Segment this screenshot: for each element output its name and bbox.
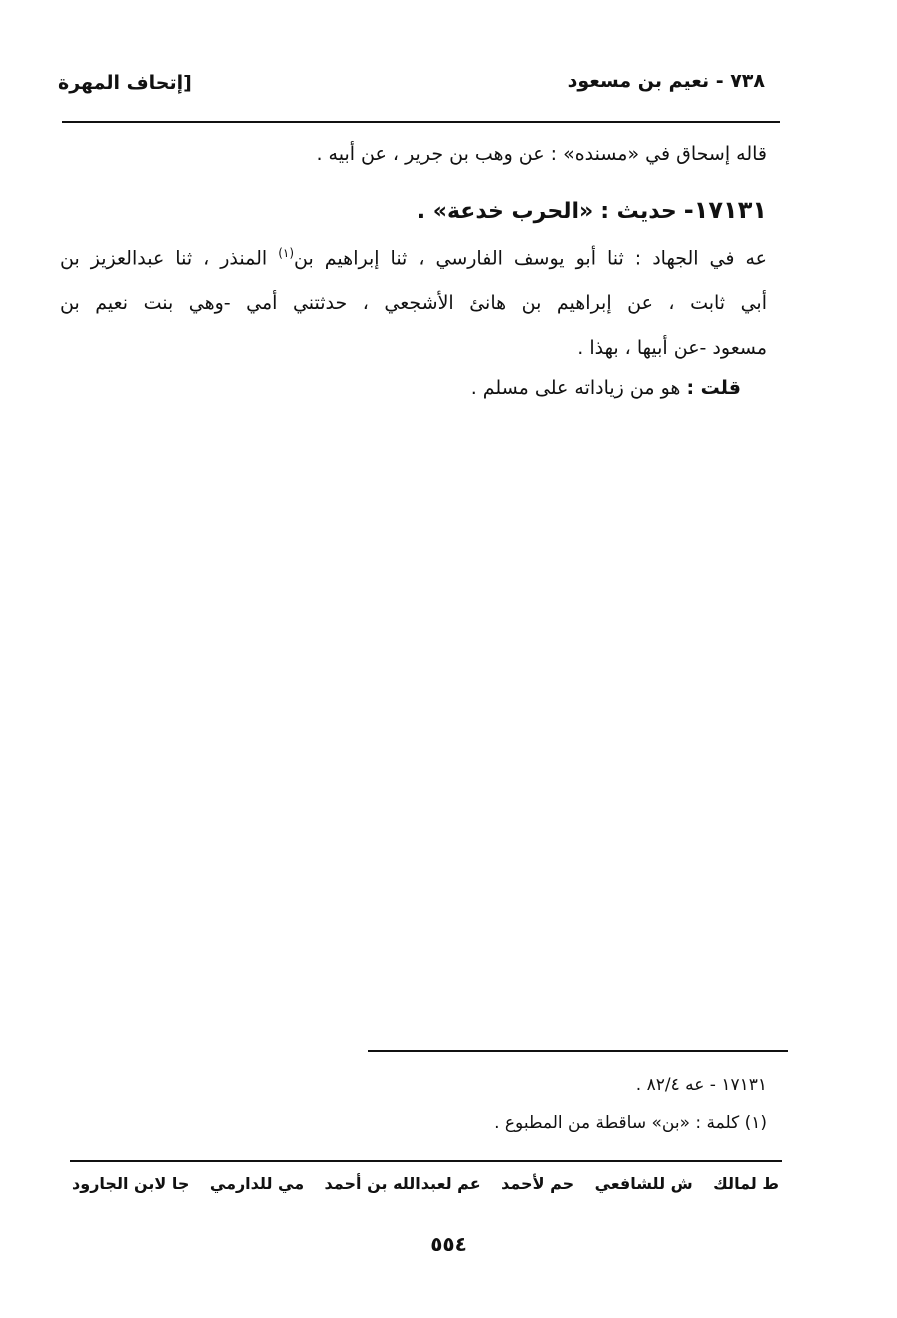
footnote-1: (١) كلمة : «بن» ساقطة من المطبوع . (494, 1113, 767, 1133)
chapter-heading: ٧٣٨ - نعيم بن مسعود (567, 70, 765, 92)
legend-divider (70, 1160, 782, 1162)
footnote-marker: (١) (278, 246, 295, 260)
footnote-reference: ١٧١٣١ - عه ٨٢/٤ . (635, 1075, 767, 1095)
text-line-3-post: المنذر ، ثنا عبدالعزيز بن (60, 247, 279, 270)
header-divider (62, 121, 780, 123)
hadith-heading (60, 196, 767, 224)
legend-item-darimi: مي للدارمي (209, 1174, 305, 1193)
legend-item-malik: ط لمالك (713, 1174, 779, 1193)
hadith-label: حديث : (600, 199, 677, 224)
note-text: هو من زياداته على مسلم . (470, 377, 681, 399)
legend-item-ahmad: حم لأحمد (501, 1174, 575, 1193)
text-line-3-pre: عه في الجهاد : ثنا أبو يوسف الفارسي ، ثنا إبراهيم بن (294, 247, 768, 270)
hadith-text: «الحرب خدعة» . (416, 199, 594, 224)
footnote-divider (368, 1050, 788, 1052)
text-line-3 (60, 246, 767, 269)
note-label: قلت : (686, 377, 741, 399)
hadith-number: ١٧١٣١- (683, 196, 767, 224)
abbreviation-legend (72, 1174, 779, 1193)
book-title-heading: [إتحاف المهرة (58, 72, 192, 94)
legend-item-ibn-jarud: جا لابن الجارود (72, 1174, 190, 1193)
legend-item-shafii: ش للشافعي (594, 1174, 693, 1193)
page-number: ٥٥٤ (430, 1232, 467, 1256)
text-line-1: قاله إسحاق في «مسنده» : عن وهب بن جرير ، عن أبيه . (316, 143, 767, 165)
scholar-note (60, 377, 741, 399)
legend-item-abdullah: عم لعبدالله بن أحمد (324, 1174, 481, 1193)
text-line-4: أبي ثابت ، عن إبراهيم بن هانئ الأشجعي ، حدثتني أمي -وهي بنت نعيم بن (60, 292, 767, 314)
text-line-5: مسعود -عن أبيها ، بهذا . (577, 337, 767, 359)
